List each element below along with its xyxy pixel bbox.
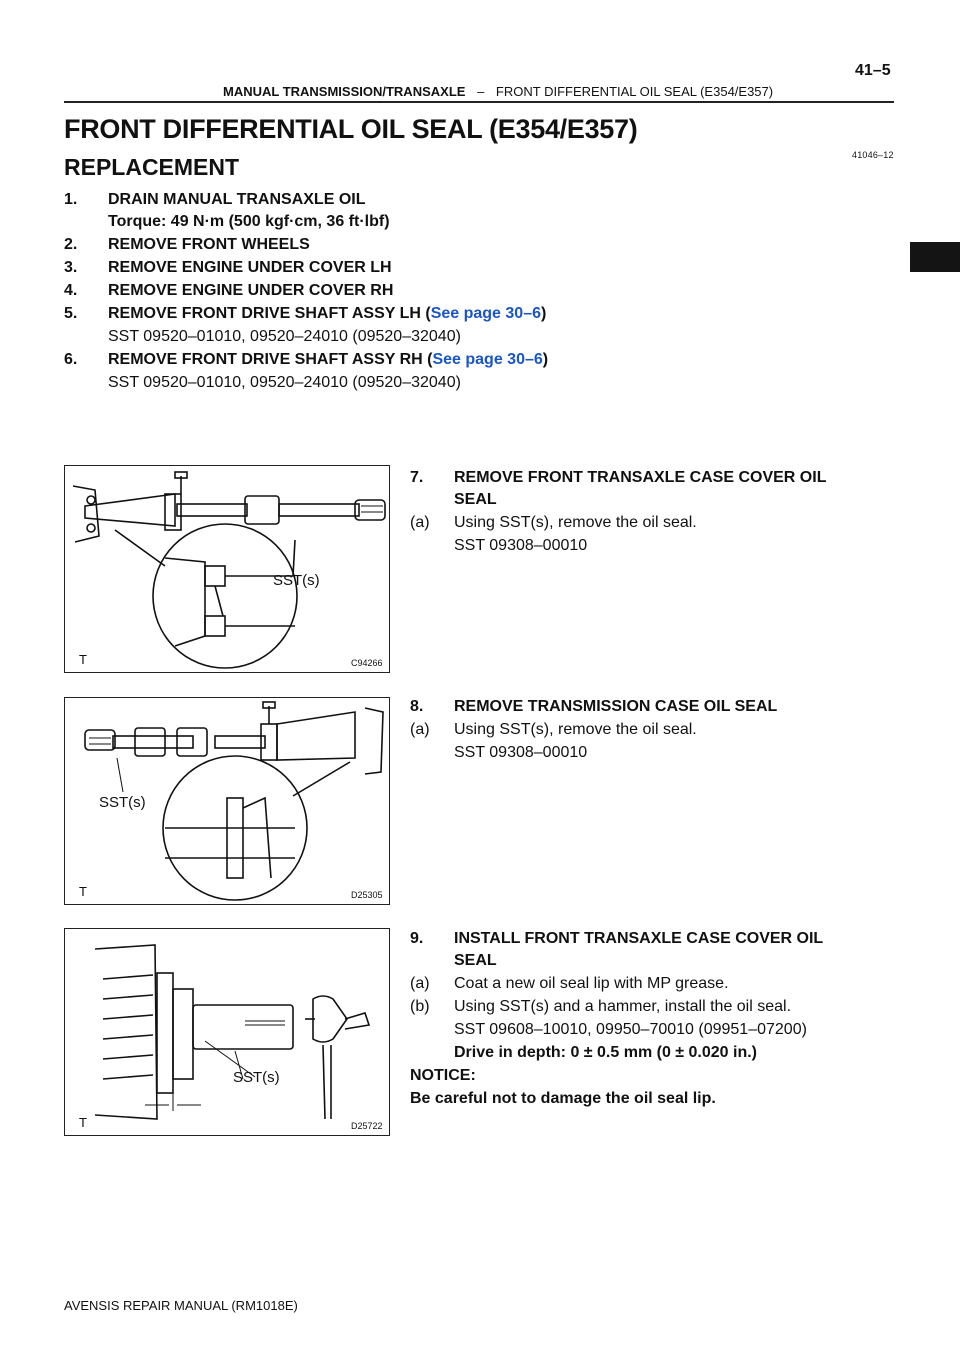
step-text: REMOVE FRONT TRANSAXLE CASE COVER OIL: [454, 469, 827, 486]
figure-c94266: [64, 465, 390, 673]
figure-code: D25722: [351, 1121, 383, 1131]
step-text: REMOVE FRONT WHEELS: [108, 236, 310, 253]
footer: AVENSIS REPAIR MANUAL (RM1018E): [64, 1298, 298, 1313]
step-5: [64, 303, 547, 325]
header-rule: [64, 101, 894, 103]
step-number: 6.: [64, 351, 78, 368]
substep-number: (a): [410, 721, 430, 738]
header-separator: –: [477, 84, 485, 99]
step-text: REMOVE FRONT DRIVE SHAFT ASSY RH (: [108, 351, 433, 368]
step-number: 7.: [410, 469, 424, 486]
running-header: [223, 84, 773, 99]
figure-illustration: [65, 466, 389, 672]
section-subtitle: REPLACEMENT: [64, 154, 240, 180]
step-text: REMOVE ENGINE UNDER COVER RH: [108, 282, 394, 299]
step-text: INSTALL FRONT TRANSAXLE CASE COVER OIL: [454, 930, 824, 947]
step-number: 9.: [410, 930, 424, 947]
step-4: [64, 280, 394, 302]
sst-label: SST(s): [99, 794, 146, 811]
sst-label: SST(s): [233, 1069, 280, 1086]
notice-label: NOTICE:: [410, 1067, 476, 1084]
step-number: 4.: [64, 282, 78, 299]
step-number: 2.: [64, 236, 78, 253]
step-2: [64, 234, 310, 256]
step-9-cont: SEAL: [454, 952, 497, 969]
step-3: [64, 257, 392, 279]
header-section: MANUAL TRANSMISSION/TRANSAXLE: [223, 84, 466, 99]
step-text: REMOVE TRANSMISSION CASE OIL SEAL: [454, 698, 778, 715]
header-topic: FRONT DIFFERENTIAL OIL SEAL (E354/E357): [495, 84, 774, 99]
step-9-sst: SST 09608–10010, 09950–70010 (09951–07200): [454, 1021, 807, 1038]
step-text: REMOVE ENGINE UNDER COVER LH: [108, 259, 392, 276]
step-9: [410, 928, 824, 950]
step-7-sst: SST 09308–00010: [454, 537, 588, 554]
step-number: 3.: [64, 259, 78, 276]
document-id: 41046–12: [852, 150, 894, 160]
step-6: [64, 349, 549, 371]
figure-code: C94266: [351, 658, 383, 668]
step-7-cont: SEAL: [454, 491, 497, 508]
figure-illustration: [65, 929, 389, 1135]
figure-code: D25305: [351, 890, 383, 900]
step-number: 8.: [410, 698, 424, 715]
step-number: 1.: [64, 191, 78, 208]
step-8: [410, 696, 778, 718]
figure-t-mark: T: [79, 884, 87, 899]
step-8-sst: SST 09308–00010: [454, 744, 588, 761]
step-7: [410, 467, 827, 489]
substep-text: Coat a new oil seal lip with MP grease.: [454, 975, 729, 992]
notice-text: Be careful not to damage the oil seal lip.: [410, 1090, 716, 1107]
step-9b: [410, 996, 792, 1018]
see-page-link[interactable]: See page 30–6: [432, 351, 543, 368]
page-title: FRONT DIFFERENTIAL OIL SEAL (E354/E357): [64, 114, 638, 144]
step-1: [64, 189, 366, 211]
step-text: DRAIN MANUAL TRANSAXLE OIL: [108, 191, 366, 208]
step-7a: [410, 512, 697, 534]
step-8a: [410, 719, 697, 741]
step-text-end: ): [540, 305, 547, 322]
substep-text: Using SST(s), remove the oil seal.: [454, 721, 697, 738]
substep-text: Using SST(s), remove the oil seal.: [454, 514, 697, 531]
step-6-sst: SST 09520–01010, 09520–24010 (09520–32040): [108, 374, 461, 391]
sst-label: SST(s): [273, 572, 320, 589]
section-tab: [910, 242, 960, 272]
step-text: REMOVE FRONT DRIVE SHAFT ASSY LH (: [108, 305, 431, 322]
see-page-link[interactable]: See page 30–6: [430, 305, 541, 322]
page-number: 41–5: [855, 62, 891, 79]
substep-number: (a): [410, 514, 430, 531]
drive-in-depth: Drive in depth: 0 ± 0.5 mm (0 ± 0.020 in.): [454, 1044, 757, 1061]
substep-number: (b): [410, 998, 430, 1015]
step-1-torque: Torque: 49 N·m (500 kgf·cm, 36 ft·lbf): [108, 213, 390, 230]
step-9a: [410, 973, 729, 995]
figure-d25305: [64, 697, 390, 905]
substep-number: (a): [410, 975, 430, 992]
figure-t-mark: T: [79, 652, 87, 667]
step-number: 5.: [64, 305, 78, 322]
substep-text: Using SST(s) and a hammer, install the oil seal.: [454, 998, 792, 1015]
step-5-sst: SST 09520–01010, 09520–24010 (09520–32040): [108, 328, 461, 345]
step-text-end: ): [542, 351, 549, 368]
figure-d25722: [64, 928, 390, 1136]
figure-t-mark: T: [79, 1115, 87, 1130]
